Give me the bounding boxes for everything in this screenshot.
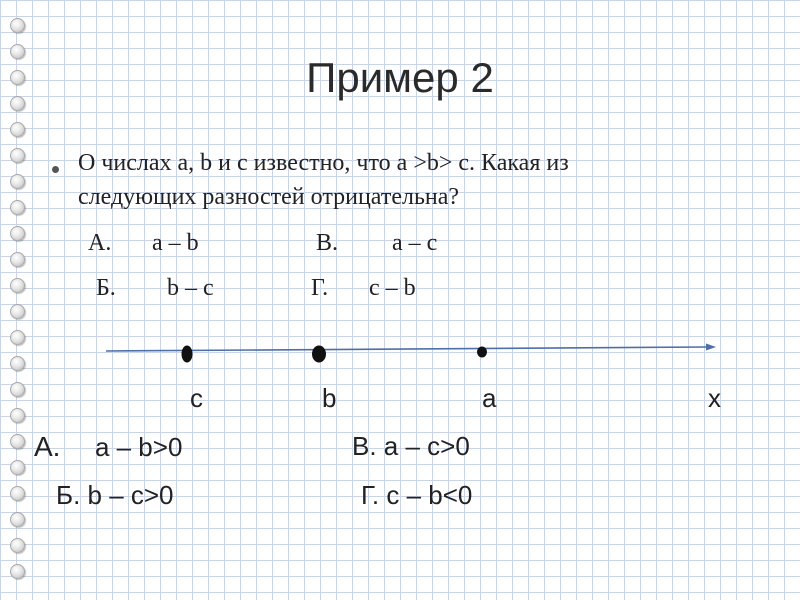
- option-a-expr: a – b: [152, 230, 199, 256]
- label-c: c: [190, 383, 203, 413]
- ring-icon: [10, 564, 25, 579]
- option-b-expr: b – c: [167, 275, 214, 301]
- answer-a-letter: А.: [34, 431, 61, 462]
- option-a-letter: А.: [88, 230, 112, 256]
- slide-title: Пример 2: [306, 54, 494, 101]
- answer-v: В. a – c>0: [352, 431, 470, 461]
- number-line-axis: [106, 347, 708, 351]
- ring-icon: [10, 460, 25, 475]
- option-g-letter: Г.: [311, 275, 329, 301]
- ring-icon: [10, 512, 25, 527]
- option-b-letter: Б.: [96, 275, 116, 301]
- ring-icon: [10, 434, 25, 449]
- ring-icon: [10, 486, 25, 501]
- option-g-expr: c – b: [369, 275, 416, 301]
- arrowhead-icon: [706, 344, 716, 351]
- label-x: x: [708, 383, 721, 413]
- ring-icon: [10, 538, 25, 553]
- point-c: [182, 346, 193, 363]
- point-a: [477, 347, 487, 358]
- question-line-2: следующих разностей отрицательна?: [78, 184, 460, 210]
- answer-a: [34, 431, 182, 463]
- option-v-expr: a – c: [392, 230, 438, 256]
- point-b: [312, 346, 326, 363]
- answer-b: Б. b – c>0: [56, 480, 174, 510]
- answer-g: Г. c – b<0: [361, 480, 473, 510]
- option-v-letter: В.: [316, 230, 339, 256]
- label-a: a: [482, 383, 497, 413]
- question-line-1: О числах a, b и c известно, что a >b> c. Какая из: [78, 150, 569, 176]
- label-b: b: [322, 383, 337, 413]
- answer-a-text: a – b>0: [94, 432, 183, 462]
